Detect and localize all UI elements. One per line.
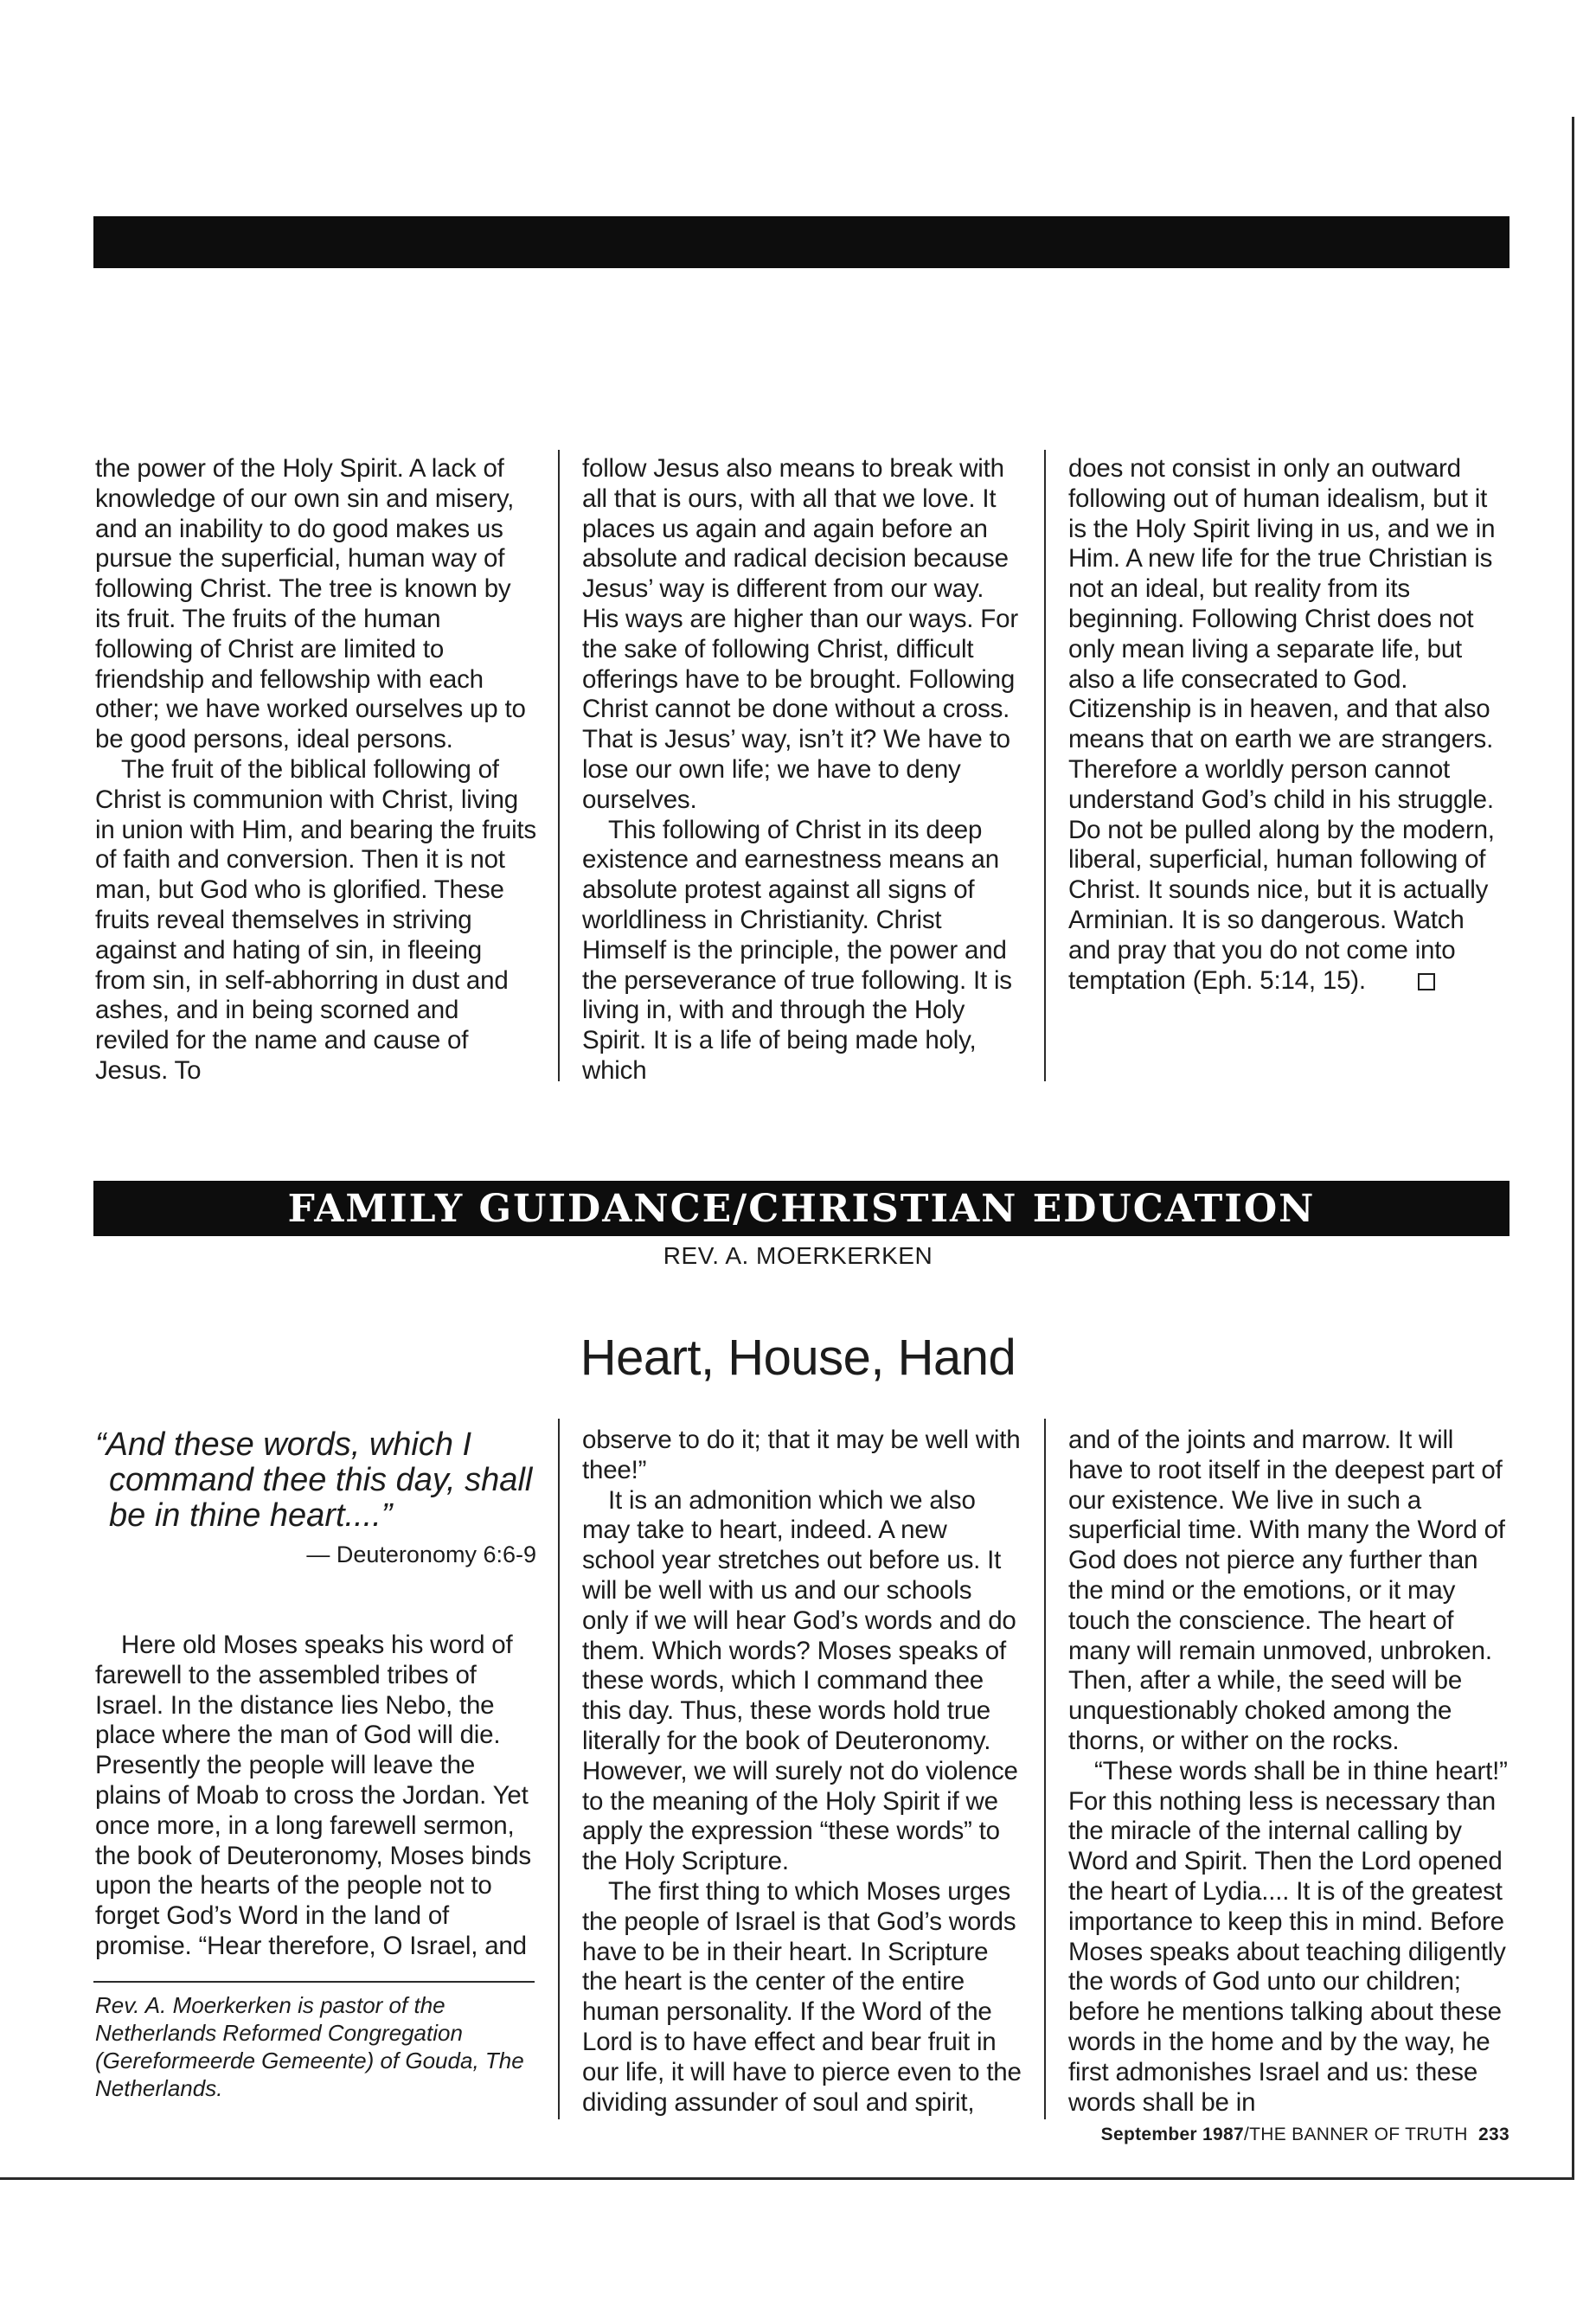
section-heading: FAMILY GUIDANCE/CHRISTIAN EDUCATION	[287, 1186, 1316, 1231]
footer-date: September 1987	[1100, 2125, 1244, 2144]
footer-publication: /THE BANNER OF TRUTH	[1243, 2125, 1468, 2144]
epigraph-citation: — Deuteronomy 6:6-9	[306, 1541, 536, 1567]
paragraph: follow Jesus also means to break with all that is ours, with all that we love. It places us again and again before an absolute and radical decision because Jesus’ way is different from our way. His ways are higher than our ways. For the sake of following Christ, difficult offerings have to be brought. Following Christ cannot be done without a cross. That is Jesus’ way, isn’t it? We have to lose our own life; we have to deny ourselves.	[582, 454, 1018, 814]
top-column-2	[582, 454, 1023, 1086]
bio-divider	[93, 1981, 535, 1983]
paragraph: The first thing to which Moses urges the people of Israel is that God’s words have to be in their heart. In Scripture the heart is the center of the entire human personality. If the Word of the Lord is to have effect and bear fruit in our life, it will have to pierce even to the dividing assunder of soul and spirit,	[582, 1876, 1022, 2117]
paragraph: and of the joints and marrow. It will have to root itself in the deepest part of our existence. We live in such a superficial time. With many the Word of God does not pierce any further than the mind or the emotions, or it may touch the conscience. The heart of many will remain unmoved, unbroken. Then, after a while, the seed will be unquestionably choked among the thorns, or wither on the rocks.	[1068, 1426, 1505, 1755]
column-rule	[1044, 450, 1046, 1081]
page-number: 233	[1478, 2125, 1509, 2144]
epigraph-line: be in thine heart....”	[109, 1497, 393, 1534]
paragraph: “These words shall be in thine heart!” For this nothing less is necessary than the miracle of the internal calling by Word and Spirit. Then the Lord opened the heart of Lydia.... It is of the greatest importance to keep this in mind. Before Moses speaks about teaching diligently the words of God unto our children; before he mentions talking about these words in the home and by the way, he first admonishes Israel and us: these words shall be in	[1068, 1756, 1508, 2117]
top-header-bar	[93, 216, 1509, 268]
author-line: REV. A. MOERKERKEN	[663, 1242, 933, 1269]
paragraph: the power of the Holy Spirit. A lack of knowledge of our own sin and misery, and an inability to do good makes us pursue the superficial, human way of following Christ. The tree is known by its fruit. The fruits of the human following of Christ are limited to friendship and fellowship with each other; we have worked ourselves up to be good persons, ideal persons.	[95, 454, 526, 754]
paragraph: This following of Christ in its deep existence and earnestness means an absolute protest against all signs of worldliness in Christianity. Christ Himself is the principle, the power and the perseverance of true following. It is living in, with and through the Holy Spirit. It is a life of being made holy, which	[582, 815, 1012, 1085]
article-column-2	[582, 1426, 1023, 2118]
column-rule	[558, 450, 560, 1081]
author-bio	[95, 1991, 536, 2102]
column-rule	[1044, 1419, 1046, 2119]
article-column-3	[1068, 1426, 1509, 2118]
column-rule	[558, 1419, 560, 2119]
epigraph-line: “And these words, which I	[95, 1426, 472, 1463]
paragraph: It is an admonition which we also may take to heart, indeed. A new school year stretches out before us. It will be well with us and our schools only if we will hear God’s words and do them. Which words? Moses speaks of these words, which I command thee this day. Thus, these words hold true literally for the book of Deuteronomy. However, we will surely not do violence to the meaning of the Holy Spirit if we apply the expression “these words” to the Holy Scripture.	[582, 1485, 1018, 1876]
top-column-3	[1068, 454, 1509, 996]
epigraph	[95, 1427, 536, 1534]
section-heading-bar	[93, 1181, 1509, 1236]
paragraph: Here old Moses speaks his word of farewell to the assembled tribes of Israel. In the distance lies Nebo, the place where the man of God will die. Presently the people will leave the plains of Moab to cross the Jordan. Yet once more, in a long farewell sermon, the book of Deuteronomy, Moses binds upon the hearts of the people not to forget God’s Word in the land of promise. “Hear therefore, O Israel, and	[95, 1631, 531, 1960]
paragraph: The fruit of the biblical following of Christ is communion with Christ, living in union with Him, and bearing the fruits of faith and conversion. Then it is not man, but God who is glorified. These fruits reveal themselves in striving against and hating of sin, in fleeing from sin, in self-abhorring in dust and ashes, and in being scorned and reviled for the name and cause of Jesus. To	[95, 754, 536, 1085]
article-column-1	[95, 1631, 536, 1962]
paragraph: observe to do it; that it may be well with thee!”	[582, 1426, 1021, 1484]
article-title: Heart, House, Hand	[580, 1330, 1016, 1386]
paragraph	[1068, 454, 1509, 996]
epigraph-line: command thee this day, shall	[109, 1462, 533, 1498]
bio-text: Rev. A. Moerkerken is pastor of the Netherlands Reformed Congregation (Gereformeerde Gemeente) of Gouda, The Netherlands.	[95, 1992, 524, 2101]
paragraph-text: does not consist in only an outward following out of human idealism, but it is the Holy Spirit living in us, and we in Him. A new life for the true Christian is not an ideal, but reality from its beginning. Following Christ does not only mean living a separate life, but also a life consecrated to God. Citizenship is in heaven, and that also means that on earth we are strangers. Therefore a worldly person cannot understand God’s child in his struggle. Do not be pulled along by the modern, liberal, superficial, human following of Christ. It sounds nice, but it is actually Arminian. It is so dangerous. Watch and pray that you do not come into temptation (Eph. 5:14, 15).	[1068, 454, 1496, 995]
page-footer	[1101, 2125, 1509, 2145]
end-mark-icon	[1418, 973, 1435, 990]
top-column-1	[95, 454, 536, 1086]
